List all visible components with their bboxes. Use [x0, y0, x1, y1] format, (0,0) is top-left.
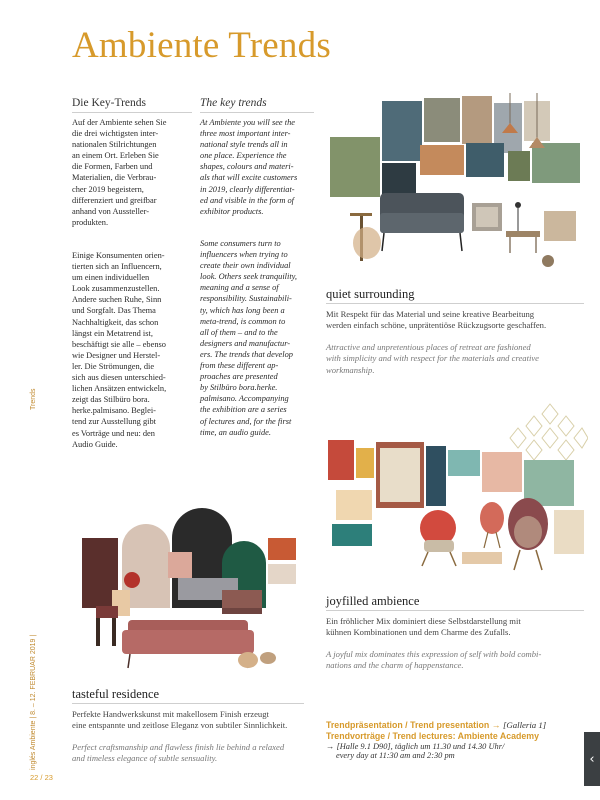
trend-lectures-time-de: → [Halle 9.1 D90], täglich um 11.30 und 14.30 Uhr/ — [326, 742, 505, 751]
tasteful-residence-en: Perfect craftsmanship and flawless finish lie behind a relaxed and timeless elegance of subtle sensuality. — [72, 742, 285, 764]
sidebar-footer-label: inglés Ambiente | 8. – 12. FEBRUAR 2019 | — [30, 634, 37, 770]
trend-lectures-line: Trendvorträge / Trend lectures: Ambiente Academy — [326, 731, 539, 741]
chevron-left-icon: ‹ — [589, 751, 595, 767]
trend-presentation-label: Trendpräsentation / Trend presentation → — [326, 720, 501, 730]
quiet-surrounding-image — [322, 93, 584, 283]
trend-info — [326, 720, 586, 760]
joyfilled-ambience-image — [322, 400, 588, 590]
col-en-para2: Some consumers turn to influencers when trying to create their own individual look. Others seek tranquility, meaning and a sense of responsibility. Sustainabili- ty, which has long been a meta-trend, is common to all of them – and to the designers and manufactur- ers. The trends that develop from these different ap- proaches are presented by Stilbüro bora.herke. palmisano. Accompanying the exhibition are a series of lectures and, for the first time, an audio guide. — [200, 239, 297, 437]
quiet-rule — [326, 303, 584, 304]
page-title: Ambiente Trends — [72, 25, 331, 66]
quiet-surrounding-en: Attractive and unpretentious places of retreat are fashioned with simplicity and with respect for the materials and creative workmanship. — [326, 342, 539, 375]
col-de-rule — [72, 112, 192, 113]
sidebar-section-label: Trends — [30, 388, 37, 410]
joy-rule — [326, 610, 584, 611]
col-de-heading: Die Key-Trends — [72, 97, 146, 109]
quiet-surrounding-de: Mit Respekt für das Material und seine kreative Bearbeitung werden einfach schöne, unprätentiöse Rückzugsorte geschaffen. — [326, 309, 547, 331]
trend-lectures-time-en: every day at 11:30 am and 2:30 pm — [336, 751, 455, 760]
prev-page-button[interactable] — [584, 732, 600, 786]
tasteful-residence-image — [72, 508, 304, 680]
col-en-rule — [200, 112, 314, 113]
joyfilled-ambience-en: A joyful mix dominates this expression of self with bold combi- nations and the charm of happenstance. — [326, 649, 542, 671]
tasteful-residence-title: tasteful residence — [72, 687, 160, 701]
trend-presentation-location: [Galleria 1] — [502, 720, 547, 730]
col-de-para1: Auf der Ambiente sehen Sie die drei wichtigsten inter- nationalen Stilrichtungen an einem Ort. Erleben Sie die Formen, Farben und Materialien, die Verbrau- cher 2019 begeistern, differenziert und greifbar anhand von Aussteller- produkten. — [72, 118, 167, 227]
col-en-para1: At Ambiente you will see the three most important inter- national style trends all in one place. Experience the shapes, colours and materi- als that will excite customers in 2019, clearly differentiat- ed and visible in the form of exhibitor products. — [200, 118, 298, 216]
tasteful-residence-de: Perfekte Handwerkskunst mit makellosem Finish erzeugt eine entspannte und zeitlose Eleganz von subtiler Sinnlichkeit. — [72, 709, 288, 731]
tasteful-rule — [72, 703, 304, 704]
quiet-surrounding-title: quiet surrounding — [326, 287, 415, 301]
trend-presentation-line — [326, 720, 586, 730]
joyfilled-ambience-de: Ein fröhlicher Mix dominiert diese Selbstdarstellung mit kühnen Kombinationen und dem Charme des Zufalls. — [326, 616, 521, 638]
col-de-para2: Einige Konsumenten orien- tierten sich an Influencern, um einen individuellen Look zusammenzustellen. Andere suchen Ruhe, Sinn und Sorgfalt. Das Thema Nachhaltigkeit, das schon längst ein Metatrend ist, beschäftigt sie alle – ebenso wie Designer und Herstel- ler. Die Strömungen, die sich aus diesen unterschied- lichen Ansätzen entwickeln, zeigt das Stilbüro bora. herke.palmisano. Beglei- tend zur Ausstellung gibt es Vorträge und neu: den Audio Guide. — [72, 251, 167, 449]
col-en-heading: The key trends — [200, 97, 267, 109]
page-number: 22 / 23 — [30, 773, 53, 782]
joyfilled-ambience-title: joyfilled ambience — [326, 594, 420, 608]
